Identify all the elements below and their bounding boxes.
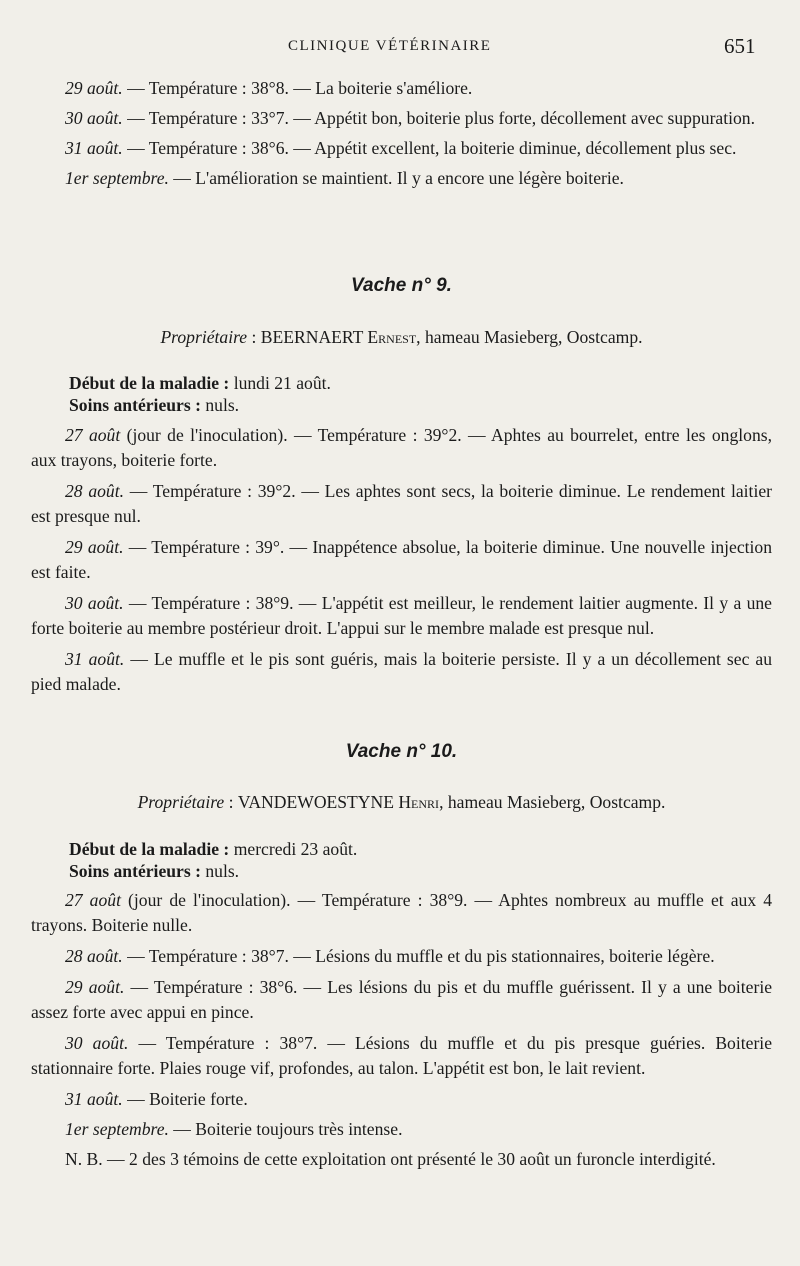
entry-date: 29 août. [65, 977, 125, 997]
owner-name: VANDEWOESTYNE Henri [237, 792, 440, 812]
entry-date: 1er septembre. [65, 1119, 169, 1139]
owner-name: BEERNAERT Ernest [260, 327, 417, 347]
onset-value: lundi 21 août. [229, 373, 331, 393]
entry-date: 28 août. [65, 481, 125, 501]
previous-case-entries [31, 76, 772, 191]
entry-text: — Température : 39°2. — Les aphtes sont secs, la boiterie diminue. Le rendement laitier est presque nul. [31, 481, 772, 526]
case-10-body [31, 838, 772, 1172]
entry-text: (jour de l'inoculation). — Température : 38°9. — Aphtes nombreux au muffle et aux 4 trayons. Boiterie nulle. [31, 890, 773, 935]
daily-entry [31, 975, 772, 1025]
daily-entry [31, 535, 772, 585]
case-10-heading: Vache n° 10. [345, 741, 458, 762]
entry-text: — Le muffle et le pis sont guéris, mais la boiterie persiste. Il y a un décollement sec au pied malade. [31, 649, 773, 694]
nb-note: N. B. — 2 des 3 témoins de cette exploitation ont présenté le 30 août un furoncle interdigité. [65, 1149, 716, 1169]
entry-date: 31 août. [65, 1089, 123, 1109]
entry-text: — Température : 38°6. — Appétit excellent, la boiterie diminue, décollement plus sec. [122, 138, 737, 158]
entry-date: 31 août. [65, 138, 123, 158]
entry-date: 27 août [65, 425, 121, 445]
onset-line [31, 838, 772, 860]
entry-date: 30 août. [65, 593, 124, 613]
onset-label: Début de la maladie : [69, 839, 230, 859]
case-9-owner [31, 325, 772, 350]
entry-text: — Boiterie forte. [122, 1089, 248, 1109]
entry-date: 28 août. [65, 946, 123, 966]
entry-text: — Température : 33°7. — Appétit bon, boiterie plus forte, décollement avec suppuration. [122, 108, 756, 128]
care-value: nuls. [200, 395, 240, 415]
daily-entry [31, 591, 772, 641]
care-line [31, 394, 772, 416]
owner-label: Propriétaire [137, 792, 225, 812]
daily-entry [31, 166, 772, 191]
entry-text: — Température : 38°7. — Lésions du muffle et du pis presque guéries. Boiterie stationnaire forte. Plaies rouge vif, profondes, au talon. L'appétit est bon, le lait revient. [31, 1033, 772, 1078]
entry-date: 31 août. [65, 649, 125, 669]
daily-entry [31, 944, 772, 969]
daily-entry [31, 479, 772, 529]
care-value: nuls. [200, 861, 240, 881]
owner-address: , hameau Masieberg, Oostcamp. [439, 792, 666, 812]
onset-label: Début de la maladie : [69, 373, 230, 393]
daily-entry [31, 423, 772, 473]
case-10-owner [31, 790, 772, 815]
onset-value: mercredi 23 août. [229, 839, 358, 859]
case-10-section [31, 740, 772, 764]
case-9-section [31, 274, 772, 298]
page-number: 651 [724, 34, 756, 58]
entry-text: — L'amélioration se maintient. Il y a encore une légère boiterie. [168, 168, 624, 188]
case-9-body [31, 372, 772, 697]
owner-line [31, 325, 772, 350]
entry-text: — Boiterie toujours très intense. [168, 1119, 403, 1139]
owner-separator: : [247, 327, 261, 347]
care-label: Soins antérieurs : [69, 395, 201, 415]
daily-entry [31, 1087, 772, 1112]
entry-text: — Température : 39°. — Inappétence absolue, la boiterie diminue. Une nouvelle injection est faite. [31, 537, 773, 582]
daily-entry [31, 106, 772, 131]
care-label: Soins antérieurs : [69, 861, 201, 881]
owner-separator: : [224, 792, 238, 812]
daily-entry [31, 1117, 772, 1142]
care-line [31, 860, 772, 882]
entry-date: 30 août. [65, 1033, 129, 1053]
daily-entry [31, 888, 772, 938]
running-title: CLINIQUE VÉTÉRINAIRE [288, 38, 492, 54]
daily-entry [31, 647, 772, 697]
entry-date: 29 août. [65, 537, 124, 557]
owner-label: Propriétaire [160, 327, 248, 347]
entry-text: — Température : 38°6. — Les lésions du pis et du muffle guérissent. Il y a une boiterie assez forte avec appui en pince. [31, 977, 773, 1022]
daily-entry [31, 76, 772, 101]
page-header [0, 34, 800, 64]
entry-date: 27 août [65, 890, 121, 910]
owner-line [31, 790, 772, 815]
entry-date: 1er septembre. [65, 168, 169, 188]
case-9-heading: Vache n° 9. [351, 275, 452, 296]
entry-text: (jour de l'inoculation). — Température : 39°2. — Aphtes au bourrelet, entre les onglons, aux trayons, boiterie forte. [31, 425, 772, 470]
entry-date: 30 août. [65, 108, 123, 128]
owner-address: , hameau Masieberg, Oostcamp. [416, 327, 643, 347]
entry-date: 29 août. [65, 78, 123, 98]
entry-text: — Température : 38°9. — L'appétit est meilleur, le rendement laitier augmente. Il y a une forte boiterie au membre postérieur droit. L'appui sur le membre malade est presque nul. [31, 593, 772, 638]
entry-text: — Température : 38°7. — Lésions du muffle et du pis stationnaires, boiterie légère. [122, 946, 715, 966]
entry-text: — Température : 38°8. — La boiterie s'améliore. [122, 78, 473, 98]
daily-entry [31, 1031, 772, 1081]
onset-line [31, 372, 772, 394]
daily-entry [31, 136, 772, 161]
